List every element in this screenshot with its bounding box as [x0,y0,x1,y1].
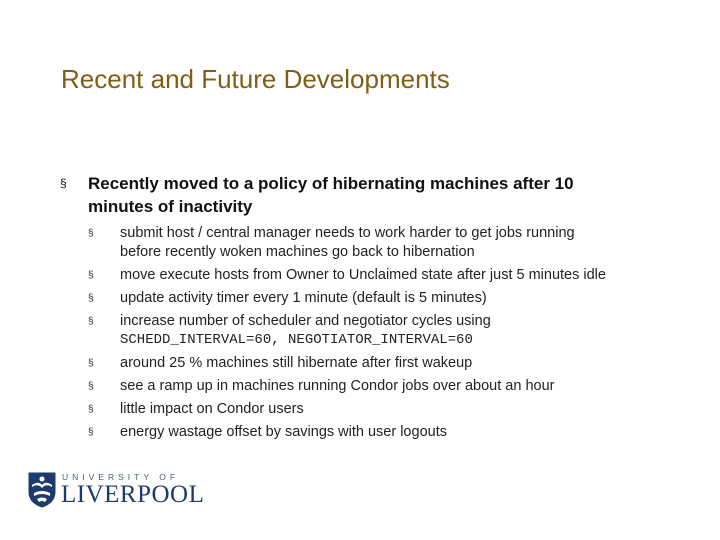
sub-bullet-text: move execute hosts from Owner to Unclaimed state after just 5 minutes idle [120,267,606,283]
bullet-marker: § [88,293,94,304]
bullet-marker: § [88,358,94,369]
sub-bullet-text: increase number of scheduler and negotiator cycles using [120,313,491,329]
sub-bullet-text: submit host / central manager needs to work harder to get jobs running [120,225,575,241]
sub-bullet-text: energy wastage offset by savings with user logouts [120,424,447,440]
sub-bullet-text: update activity timer every 1 minute (default is 5 minutes) [120,290,487,306]
sub-bullet [88,224,700,262]
bullet-marker: § [88,228,94,239]
config-code: SCHEDD_INTERVAL=60, NEGOTIATOR_INTERVAL=60 [120,332,473,348]
university-logo [28,470,205,510]
bullet-marker: § [88,381,94,392]
sub-bullet [88,266,700,285]
bullet-marker: § [60,176,67,190]
sub-bullet [88,289,700,308]
sub-bullet [88,354,700,373]
bullet-marker: § [88,270,94,281]
logo-university-label: UNIVERSITY OF [62,472,180,482]
logo-name: LIVERPOOL [61,481,205,508]
slide-title: Recent and Future Developments [61,64,450,94]
sub-bullet [88,400,700,419]
sub-bullet [88,423,700,442]
main-bullet-line2: minutes of inactivity [88,197,253,216]
bullet-marker: § [88,404,94,415]
bullet-marker: § [88,316,94,327]
sub-bullet [88,312,700,350]
crest-icon [28,472,56,508]
sub-bullet-text: see a ramp up in machines running Condor jobs over about an hour [120,378,555,394]
main-bullet [60,172,700,218]
main-bullet-line1: Recently moved to a policy of hibernating machines after 10 [88,174,574,193]
sub-bullet-text: around 25 % machines still hibernate after first wakeup [120,355,473,371]
sub-bullet [88,377,700,396]
sub-bullet-text-continued: before recently woken machines go back to hibernation [120,244,475,260]
sub-bullet-list [60,224,700,442]
sub-bullet-text: little impact on Condor users [120,401,304,417]
bullet-marker: § [88,427,94,438]
slide-body [60,172,700,446]
